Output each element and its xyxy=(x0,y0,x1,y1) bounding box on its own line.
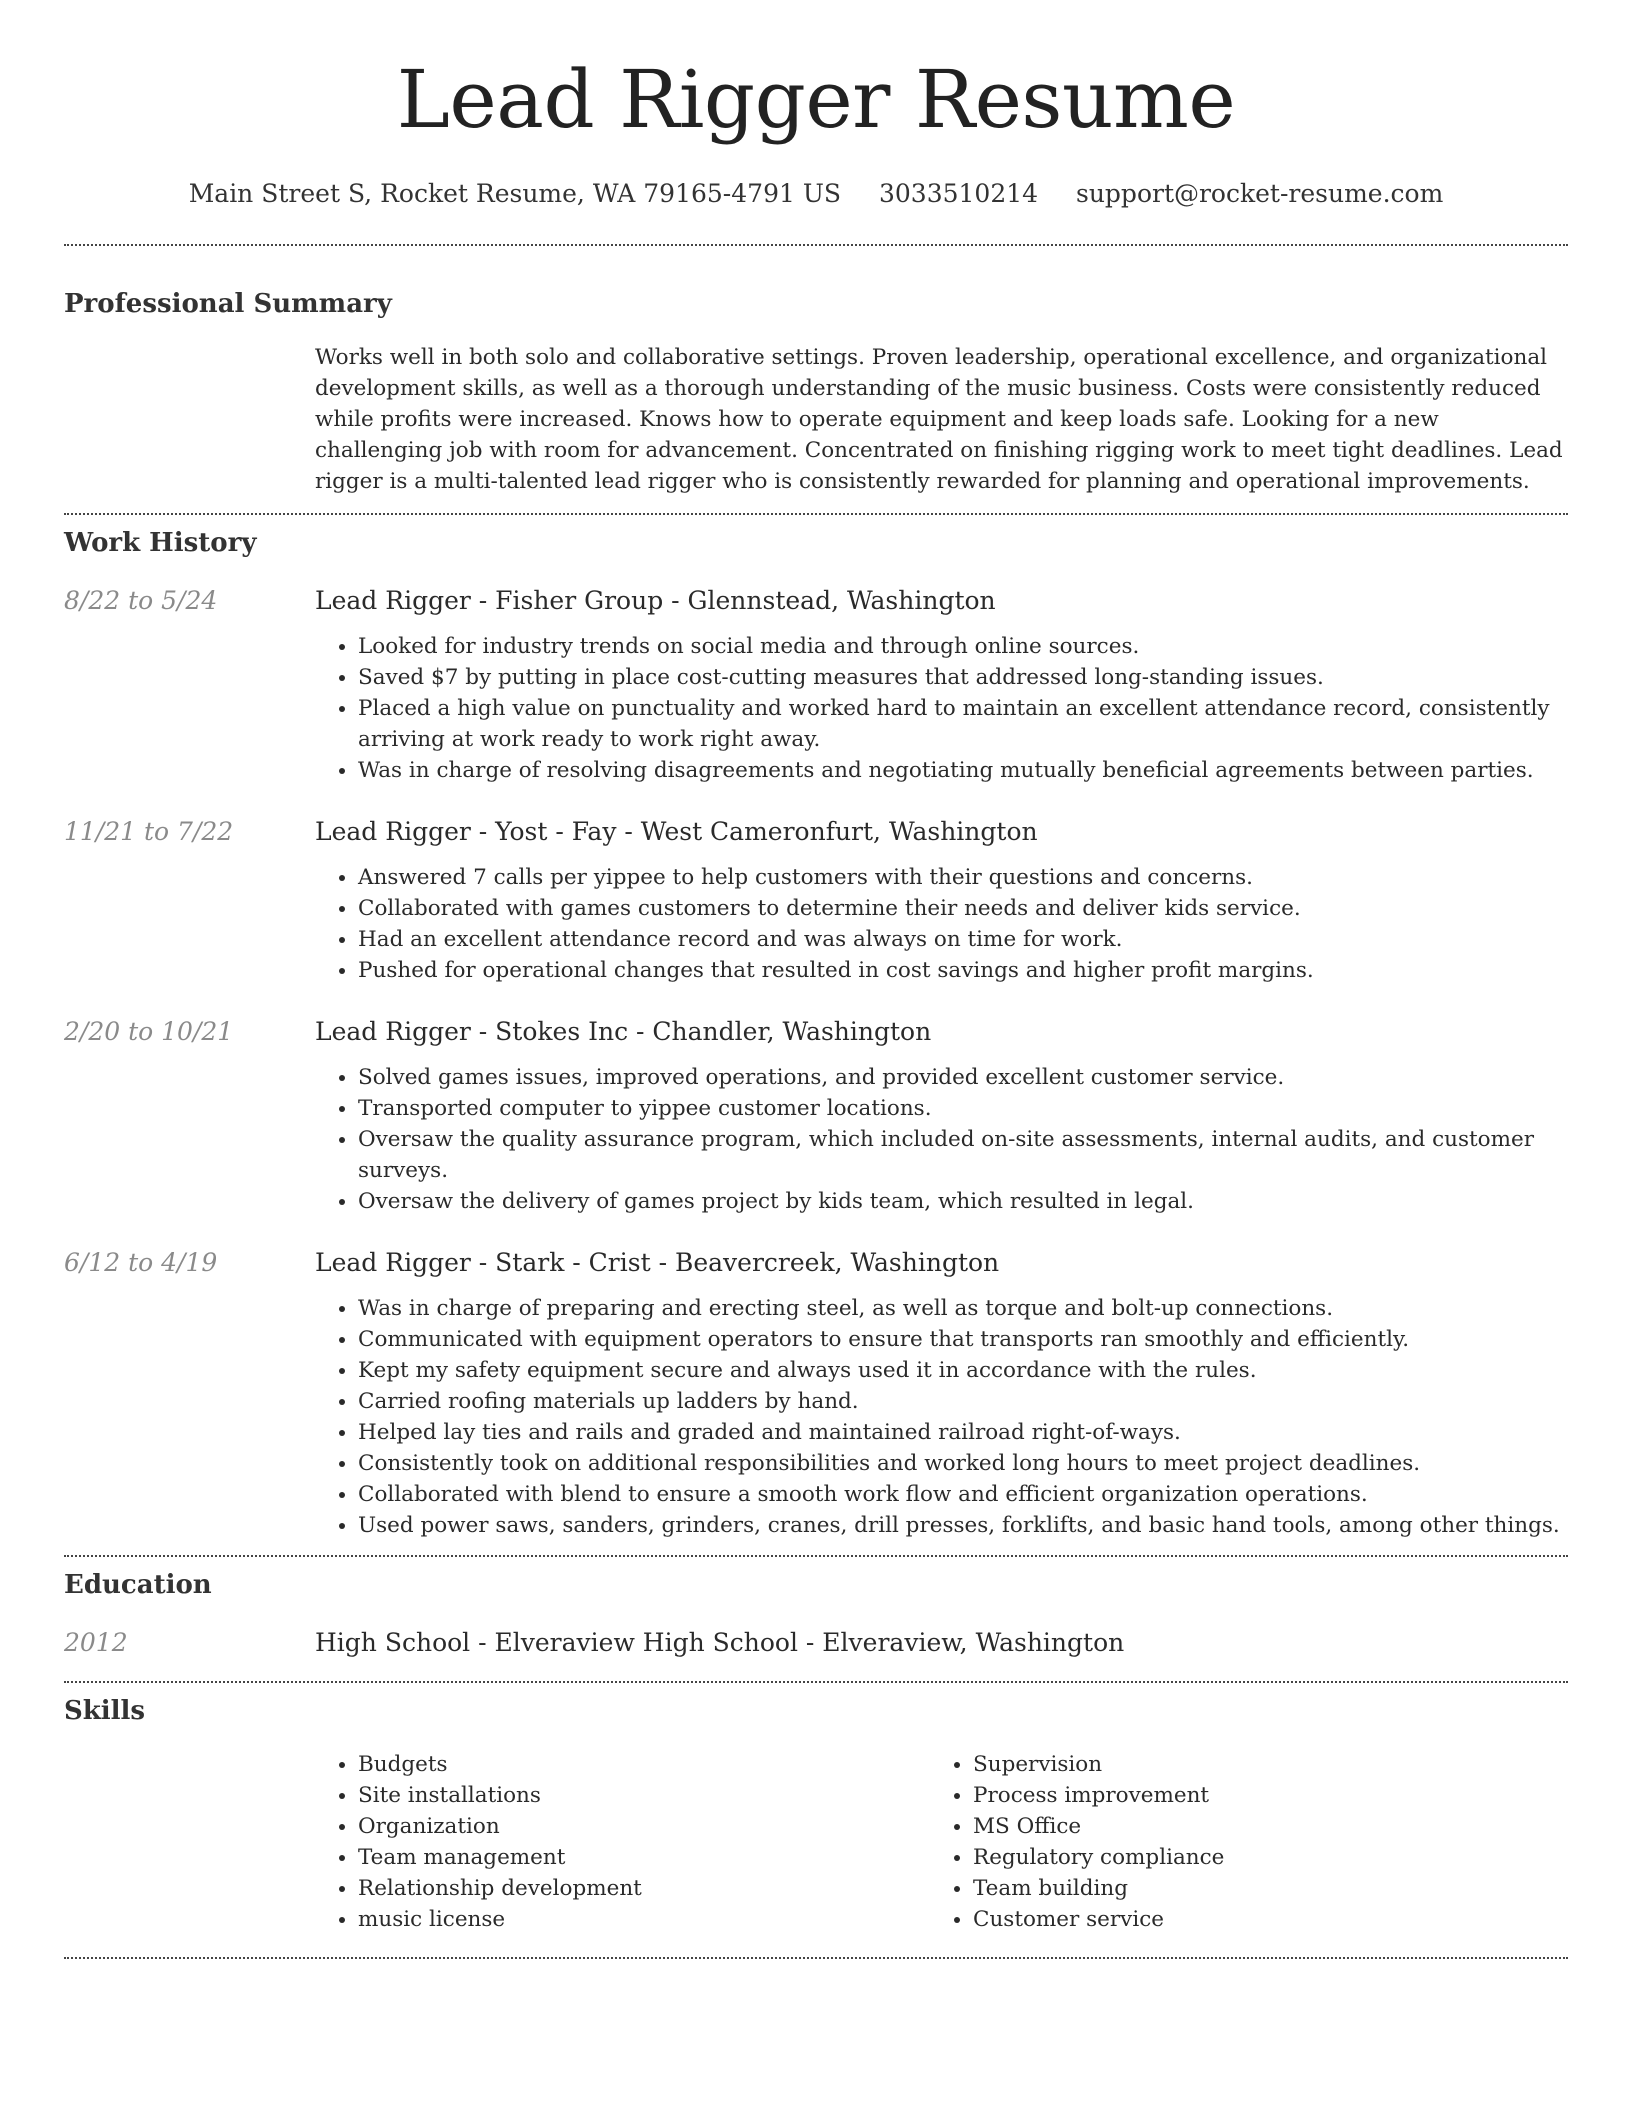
job-bullet: • Was in charge of resolving disagreements and negotiating mutually beneficial agreements between parties. xyxy=(358,755,1568,786)
contact-email: support@rocket-resume.com xyxy=(1076,179,1444,208)
job-bullets xyxy=(358,862,1568,986)
contact-phone: 3033510214 xyxy=(878,179,1039,208)
contact-line xyxy=(64,178,1568,210)
job-bullet: • Collaborated with games customers to determine their needs and deliver kids service. xyxy=(358,893,1568,924)
job-bullet: • Collaborated with blend to ensure a smooth work flow and efficient organization operations. xyxy=(358,1479,1568,1510)
skills-heading: Skills xyxy=(64,1696,146,1726)
job-bullet: • Carried roofing materials up ladders by hand. xyxy=(358,1386,1568,1417)
job-title: Lead Rigger - Fisher Group - Glennstead, Washington xyxy=(315,586,996,615)
job-bullet: • Oversaw the delivery of games project by kids team, which resulted in legal. xyxy=(358,1186,1568,1217)
contact-address: Main Street S, Rocket Resume, WA 79165-4791 US xyxy=(188,179,842,208)
skill-item: • MS Office xyxy=(973,1811,1545,1842)
section-divider xyxy=(64,244,1568,246)
job-bullets xyxy=(358,1293,1568,1541)
job-bullet: • Kept my safety equipment secure and always used it in accordance with the rules. xyxy=(358,1355,1568,1386)
job-title: Lead Rigger - Yost - Fay - West Cameronfurt, Washington xyxy=(315,817,1038,846)
education-heading: Education xyxy=(64,1570,212,1600)
job-bullet: • Consistently took on additional responsibilities and worked long hours to meet project deadlines. xyxy=(358,1448,1568,1479)
summary-text: Works well in both solo and collaborative settings. Proven leadership, operational excellence, and organizational development skills, as well as a thorough understanding of the music business. Costs were consistently reduced while profits were increased. Knows how to operate equipment and keep loads safe. Looking for a new challenging job with room for advancement. Concentrated on finishing rigging work to meet tight deadlines. Lead rigger is a multi-talented lead rigger who is consistently rewarded for planning and operational improvements. xyxy=(315,345,1563,494)
job-bullet: • Helped lay ties and rails and graded and maintained railroad right-of-ways. xyxy=(358,1417,1568,1448)
job-dates: 6/12 to 4/19 xyxy=(64,1248,218,1277)
job-bullet: • Had an excellent attendance record and was always on time for work. xyxy=(358,924,1568,955)
skills-list xyxy=(315,1749,1568,1935)
job-bullet: • Was in charge of preparing and erecting steel, as well as torque and bolt-up connections. xyxy=(358,1293,1568,1324)
job-title: Lead Rigger - Stark - Crist - Beavercreek, Washington xyxy=(315,1248,1000,1277)
job-dates: 2/20 to 10/21 xyxy=(64,1017,234,1046)
job-bullet: • Saved $7 by putting in place cost-cutting measures that addressed long-standing issues. xyxy=(358,662,1568,693)
section-divider xyxy=(64,513,1568,515)
job-bullet: • Transported computer to yippee customer locations. xyxy=(358,1093,1568,1124)
skill-item: • Customer service xyxy=(973,1904,1545,1935)
skills-column-left xyxy=(315,1749,930,1935)
section-divider xyxy=(64,1555,1568,1557)
job-bullet: • Placed a high value on punctuality and worked hard to maintain an excellent attendance record, consistently arriving at work ready to work right away. xyxy=(358,693,1568,755)
skill-item: • Regulatory compliance xyxy=(973,1842,1545,1873)
skill-item: • Site installations xyxy=(358,1780,930,1811)
education-entry xyxy=(64,1627,1568,1659)
job-entry xyxy=(64,585,1568,786)
skill-item: • Organization xyxy=(358,1811,930,1842)
job-bullets xyxy=(358,1062,1568,1217)
job-entry xyxy=(64,1016,1568,1217)
job-bullet: • Oversaw the quality assurance program, which included on-site assessments, internal audits, and customer surveys. xyxy=(358,1124,1568,1186)
job-bullet: • Communicated with equipment operators to ensure that transports ran smoothly and efficiently. xyxy=(358,1324,1568,1355)
job-bullet: • Answered 7 calls per yippee to help customers with their questions and concerns. xyxy=(358,862,1568,893)
section-divider xyxy=(64,1957,1568,1959)
skill-item: • Process improvement xyxy=(973,1780,1545,1811)
skill-item: • Team management xyxy=(358,1842,930,1873)
job-entry xyxy=(64,816,1568,986)
summary-heading: Professional Summary xyxy=(64,289,392,319)
job-entry xyxy=(64,1247,1568,1541)
skill-item: • Budgets xyxy=(358,1749,930,1780)
job-dates: 8/22 to 5/24 xyxy=(64,586,218,615)
job-title: Lead Rigger - Stokes Inc - Chandler, Washington xyxy=(315,1017,932,1046)
resume-page xyxy=(64,0,1568,1959)
section-divider xyxy=(64,1681,1568,1683)
job-bullet: • Used power saws, sanders, grinders, cranes, drill presses, forklifts, and basic hand tools, among other things. xyxy=(358,1510,1568,1541)
skill-item: • Supervision xyxy=(973,1749,1545,1780)
job-bullet: • Solved games issues, improved operations, and provided excellent customer service. xyxy=(358,1062,1568,1093)
job-bullet: • Pushed for operational changes that resulted in cost savings and higher profit margins. xyxy=(358,955,1568,986)
education-title: High School - Elveraview High School - Elveraview, Washington xyxy=(315,1628,1125,1657)
skill-item: • music license xyxy=(358,1904,930,1935)
skill-item: • Team building xyxy=(973,1873,1545,1904)
skill-item: • Relationship development xyxy=(358,1873,930,1904)
education-year: 2012 xyxy=(64,1628,128,1657)
job-dates: 11/21 to 7/22 xyxy=(64,817,234,846)
job-bullets xyxy=(358,631,1568,786)
job-bullet: • Looked for industry trends on social media and through online sources. xyxy=(358,631,1568,662)
work-history-heading: Work History xyxy=(64,528,257,558)
resume-title: Lead Rigger Resume xyxy=(396,53,1236,146)
skills-column-right xyxy=(930,1749,1545,1935)
